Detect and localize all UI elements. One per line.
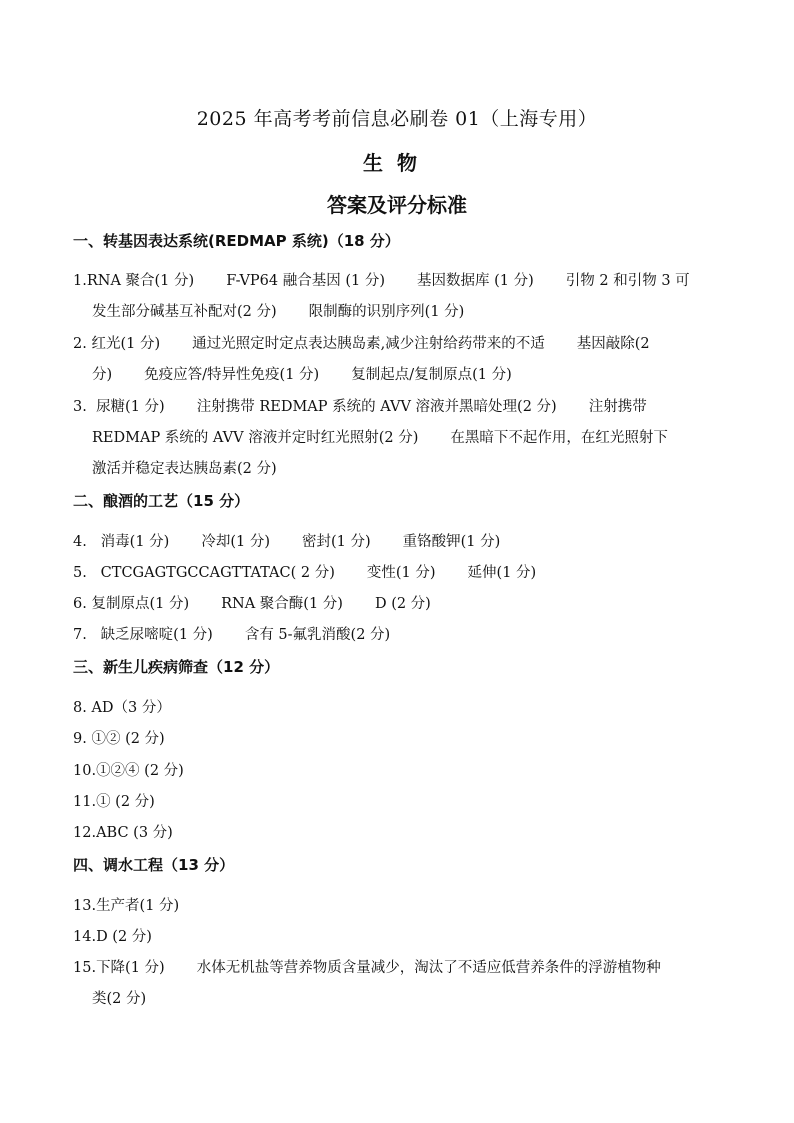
answer-text: 在黑暗下不起作用，在红光照射下 [450, 430, 668, 446]
answer-text: D (2 分) [374, 596, 431, 612]
answer-11 [73, 790, 728, 811]
answer-text: 激活并稳定表达胰岛素(2 分) [92, 461, 277, 477]
answer-3-line-2 [92, 426, 747, 447]
answer-text: 密封(1 分) [301, 534, 371, 550]
subject-heading: 生物 [363, 151, 431, 175]
answer-10 [73, 759, 728, 780]
answer-text: 红光(1 分) [91, 336, 161, 352]
answer-text: CTCGAGTGCCAGTTATAC( 2 分) [100, 565, 335, 581]
answer-text: 分) [92, 367, 113, 383]
answer-text: 冷却(1 分) [201, 534, 270, 550]
answer-6 [73, 592, 728, 613]
answer-score: (2 分) [144, 763, 184, 779]
question-number: 5. [73, 565, 87, 581]
question-number: 4. [73, 534, 87, 550]
answer-2-line-1 [73, 332, 728, 353]
answer-5 [73, 561, 728, 582]
answer-text: RNA 聚合酶(1 分) [221, 596, 343, 612]
question-number: 8. [73, 700, 87, 716]
answer-14 [73, 925, 728, 946]
answer-text: RNA 聚合(1 分) [86, 273, 195, 289]
answer-text: 下降(1 分) [96, 960, 165, 976]
answer-text: 基因敲除(2 [576, 336, 650, 352]
question-number: 3. [73, 399, 87, 415]
page-subtitle: 答案及评分标准 [327, 193, 467, 217]
answer-15-line-1 [73, 956, 728, 977]
answer-text: D (2 分) [96, 929, 152, 945]
question-number: 7. [73, 627, 87, 643]
answer-text: 发生部分碱基互补配对(2 分) [92, 304, 277, 320]
question-number: 11. [73, 794, 97, 810]
answer-score: (2 分) [115, 794, 155, 810]
answer-3-line-3 [92, 457, 747, 478]
answer-text: 水体无机盐等营养物质含量减少，淘汰了不适应低营养条件的浮游植物种 [196, 960, 661, 976]
answer-text: 缺乏尿嘧啶(1 分) [100, 627, 213, 643]
answer-text: AD（3 分） [91, 700, 171, 716]
section-heading-1: 一、转基因表达系统(REDMAP 系统)（18 分） [73, 232, 400, 250]
answer-text: 限制酶的识别序列(1 分) [308, 304, 465, 320]
answer-text: 注射携带 REDMAP 系统的 AVV 溶液并黑暗处理(2 分) [196, 399, 557, 415]
answer-15-line-2 [92, 987, 747, 1008]
question-number: 12. [73, 825, 97, 841]
answer-text: REDMAP 系统的 AVV 溶液并定时红光照射(2 分) [92, 430, 419, 446]
section-heading-3: 三、新生儿疾病筛查（12 分） [73, 658, 280, 676]
answer-text: 延伸(1 分) [467, 565, 537, 581]
answer-1-line-1 [73, 269, 728, 290]
answer-text: 生产者(1 分) [96, 898, 180, 914]
answer-choices: ①②④ [96, 763, 140, 779]
answer-text: 引物 2 和引物 3 可 [565, 273, 690, 289]
question-number: 6. [73, 596, 87, 612]
section-heading-2: 二、酿酒的工艺（15 分） [73, 492, 250, 510]
answer-text: F-VP64 融合基因 (1 分) [226, 273, 385, 289]
answer-text: 复制原点(1 分) [91, 596, 190, 612]
question-number: 14. [73, 929, 97, 945]
section-heading-4: 四、调水工程（13 分） [73, 856, 235, 874]
answer-text: 通过光照定时定点表达胰岛素,减少注射给药带来的不适 [192, 336, 545, 352]
answer-text: 注射携带 [588, 399, 647, 415]
answer-text: 含有 5-氟乳消酸(2 分) [244, 627, 391, 643]
page-title: 2025 年高考考前信息必刷卷 01（上海专用） [196, 108, 598, 130]
question-number: 13. [73, 898, 97, 914]
answer-12 [73, 821, 728, 842]
answer-text: ABC (3 分) [96, 825, 173, 841]
answer-score: (2 分) [125, 731, 165, 747]
question-number: 2. [73, 336, 87, 352]
question-number: 9. [73, 731, 87, 747]
answer-9 [73, 727, 728, 748]
answer-text: 尿糖(1 分) [96, 399, 165, 415]
question-number: 10. [73, 763, 97, 779]
question-number: 15. [73, 960, 97, 976]
answer-text: 消毒(1 分) [100, 534, 170, 550]
answer-4 [73, 530, 728, 551]
answer-8 [73, 696, 728, 717]
answer-7 [73, 623, 728, 644]
answer-13 [73, 894, 728, 915]
answer-text: 类(2 分) [92, 991, 147, 1007]
answer-2-line-2 [92, 363, 747, 384]
answer-text: 变性(1 分) [366, 565, 436, 581]
answer-choices: ① [96, 794, 111, 810]
answer-text: 复制起点/复制原点(1 分) [351, 367, 512, 383]
answer-choices: ①② [91, 731, 121, 747]
answer-text: 基因数据库 (1 分) [417, 273, 534, 289]
answer-text: 免疫应答/特异性免疫(1 分) [144, 367, 320, 383]
answer-text: 重铬酸钾(1 分) [402, 534, 501, 550]
answer-1-line-2 [92, 300, 747, 321]
answer-3-line-1 [73, 395, 728, 416]
question-number: 1. [73, 273, 87, 289]
